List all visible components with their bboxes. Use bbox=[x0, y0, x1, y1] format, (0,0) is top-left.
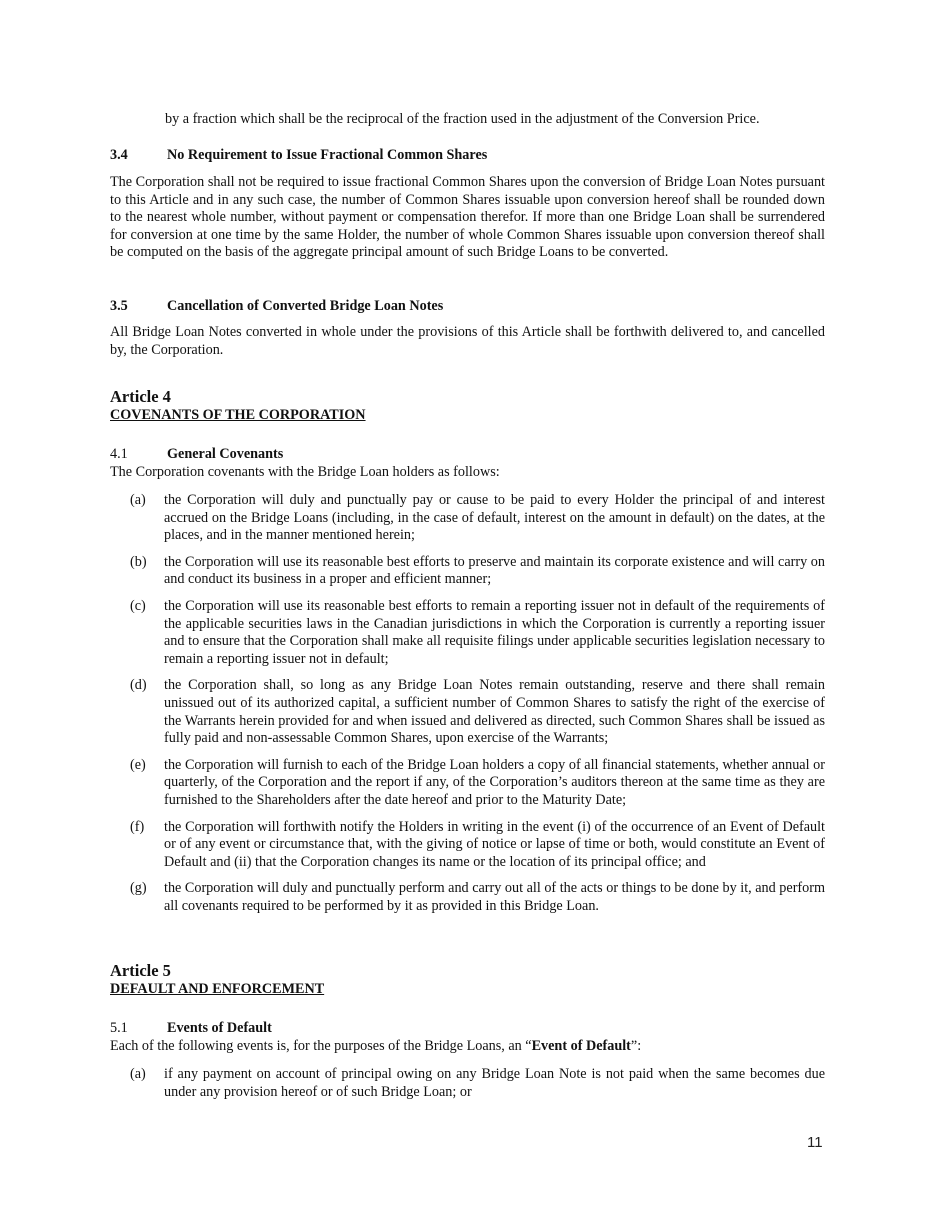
section-5-1-intro bbox=[110, 1038, 825, 1056]
list-item bbox=[110, 598, 825, 668]
section-3-5-heading bbox=[110, 298, 443, 316]
list-item bbox=[110, 492, 825, 545]
item-text: the Corporation will use its reasonable best efforts to preserve and maintain its corporate existence and will carry on and conduct its business in a proper and efficient manner; bbox=[164, 553, 825, 588]
item-text: the Corporation shall, so long as any Bridge Loan Notes remain outstanding, reserve and there shall remain unissued out of its authorized capital, a sufficient number of Common Shares to satisfy the right of the exercise of the Warrants herein provided for and when issued and delivered as directed, such Common Shares shall be issued as fully paid and non-assessable Common Shares, upon exercise of the Warrants; bbox=[164, 677, 825, 747]
section-5-1-heading bbox=[110, 1020, 272, 1038]
list-item bbox=[110, 757, 825, 810]
section-4-1-intro: The Corporation covenants with the Bridge Loan holders as follows: bbox=[110, 464, 500, 480]
continuation-text: by a fraction which shall be the reciprocal of the fraction used in the adjustment of the Conversion Price. bbox=[165, 111, 760, 127]
list-item bbox=[110, 880, 825, 915]
list-item bbox=[110, 1066, 825, 1101]
item-text: if any payment on account of principal owing on any Bridge Loan Note is not paid when the same becomes due under any provision hereof or of such Bridge Loan; or bbox=[164, 1066, 825, 1100]
item-text: the Corporation will forthwith notify the Holders in writing in the event (i) of the occurrence of an Event of Default or of any event or circumstance that, with the giving of notice or lapse of time or both, would constitute an Event of Default and (ii) that the Corporation changes its name or the location of its principal office; and bbox=[164, 818, 825, 870]
covenants-list bbox=[110, 492, 825, 915]
section-3-4-body: The Corporation shall not be required to issue fractional Common Shares upon the conversion of Bridge Loan Notes pursuant to this Article and in any such case, the number of Common Shares issuable upon conversion hereof shall be rounded down to the nearest whole number, without payment or compensation therefor. If more than one Bridge Loan shall be surrendered for conversion at one time by the same Holder, the number of whole Common Shares issuable upon conversion thereof shall be computed on the basis of the aggregate principal amount of such Bridge Loans to be converted. bbox=[110, 174, 825, 261]
page-number: 11 bbox=[807, 1134, 823, 1151]
item-label: (a) bbox=[130, 1066, 146, 1082]
article-title: Article 5 bbox=[110, 961, 171, 980]
intro-text: Each of the following events is, for the purposes of the Bridge Loans, an “ bbox=[110, 1038, 532, 1054]
section-number: 3.5 bbox=[110, 298, 128, 314]
section-3-5-body: All Bridge Loan Notes converted in whole under the provisions of this Article shall be forthwith delivered to, and cancelled by, the Corporation. bbox=[110, 324, 825, 358]
item-text: the Corporation will duly and punctually perform and carry out all of the acts or things to be done by it, and perform all covenants required to be performed by it as provided in this Bridge Loan. bbox=[164, 880, 825, 914]
list-item bbox=[110, 819, 825, 872]
section-4-1-heading bbox=[110, 446, 283, 464]
section-3-4-heading bbox=[110, 147, 487, 165]
section-title: Events of Default bbox=[167, 1020, 272, 1036]
section-title: General Covenants bbox=[167, 446, 284, 462]
section-title: No Requirement to Issue Fractional Common Shares bbox=[167, 147, 488, 163]
item-label: (d) bbox=[130, 677, 147, 694]
article-subtitle: DEFAULT AND ENFORCEMENT bbox=[110, 981, 325, 997]
section-number: 3.4 bbox=[110, 147, 128, 163]
item-label: (g) bbox=[130, 880, 147, 897]
section-number: 4.1 bbox=[110, 446, 128, 462]
section-number: 5.1 bbox=[110, 1020, 128, 1036]
item-label: (a) bbox=[130, 492, 146, 508]
list-item bbox=[110, 554, 825, 589]
item-text: the Corporation will use its reasonable best efforts to remain a reporting issuer not in default of the requirements of the applicable securities laws in the Canadian jurisdictions in which the Corporation is currently a reporting issuer and to ensure that the Corporation shall make all requisite filings under applicable securities legislation necessary to remain a reporting issuer not in default; bbox=[164, 597, 825, 667]
intro-text-end: ”: bbox=[630, 1038, 642, 1054]
item-label: (b) bbox=[130, 553, 147, 570]
item-text: the Corporation will duly and punctually pay or cause to be paid to every Holder the principal of and interest accrued on the Bridge Loans (including, in the case of default, interest on the amount in default) on the dates, at the places, and in the manner mentioned herein; bbox=[164, 492, 825, 544]
list-item bbox=[110, 677, 825, 747]
article-5-heading bbox=[110, 962, 324, 998]
defined-term: Event of Default bbox=[531, 1038, 631, 1054]
article-4-heading bbox=[110, 388, 366, 424]
article-subtitle: COVENANTS OF THE CORPORATION bbox=[110, 407, 366, 423]
events-of-default-list bbox=[110, 1066, 825, 1101]
article-title: Article 4 bbox=[110, 387, 171, 406]
item-label: (e) bbox=[130, 756, 146, 773]
item-label: (c) bbox=[130, 597, 146, 614]
item-label: (f) bbox=[130, 818, 145, 835]
item-text: the Corporation will furnish to each of the Bridge Loan holders a copy of all financial statements, whether annual or quarterly, of the Corporation and the report if any, of the Corporation’s auditors thereon at the same time as they are furnished to the Shareholders after the date hereof and prior to the Maturity Date; bbox=[164, 756, 825, 808]
section-title: Cancellation of Converted Bridge Loan Notes bbox=[167, 298, 444, 314]
